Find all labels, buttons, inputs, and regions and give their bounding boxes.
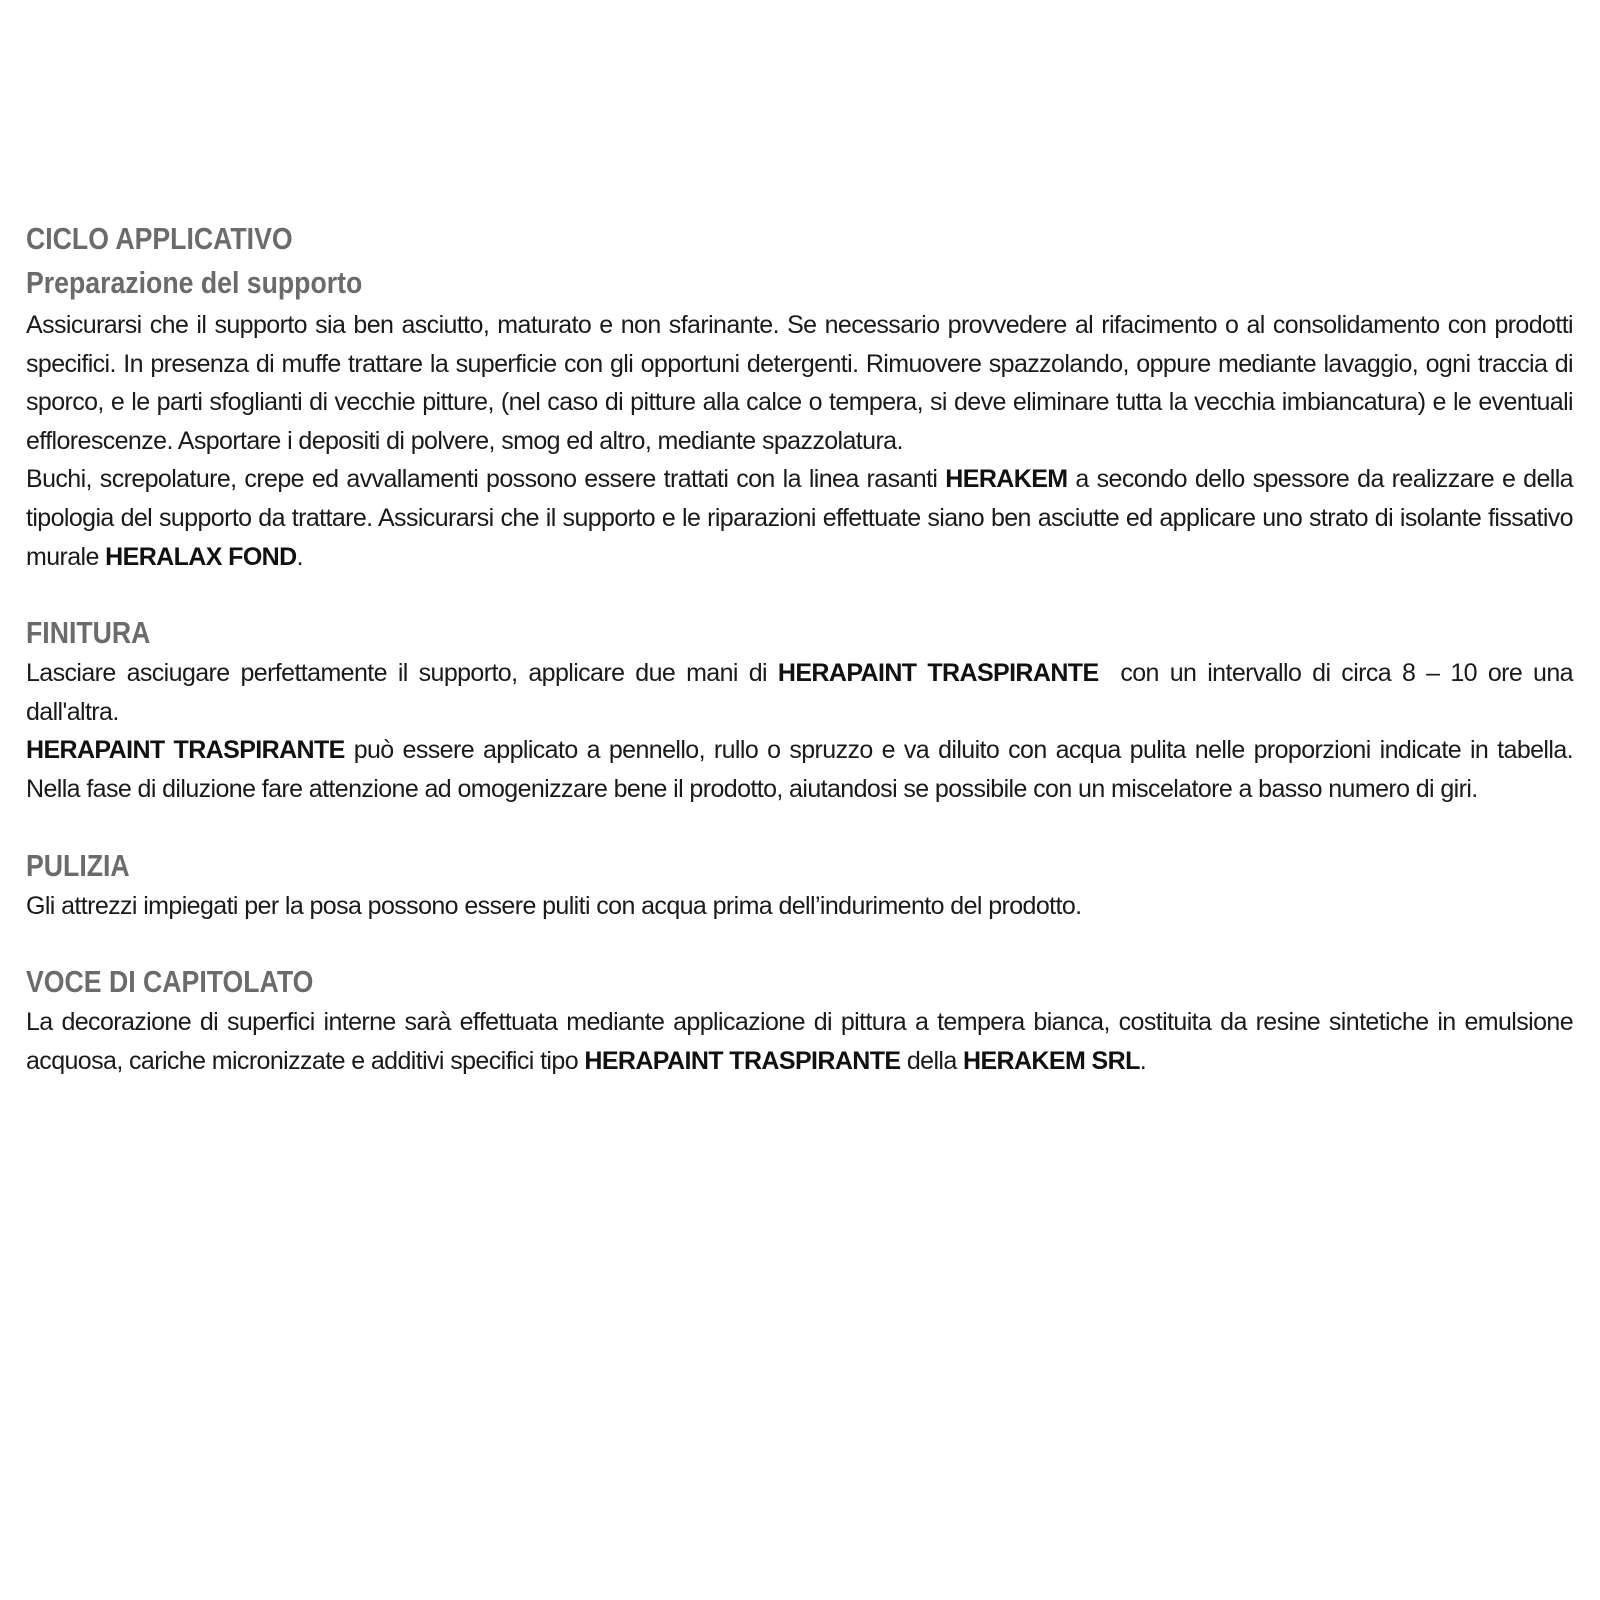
section-title: PULIZIA	[26, 847, 130, 883]
paragraph-text: Lasciare asciugare perfettamente il supporto, applicare due mani di	[26, 659, 778, 688]
paragraph-text: .	[1139, 1046, 1147, 1075]
product-name: HERAKEM	[945, 465, 1068, 494]
product-name: HERAPAINT TRASPIRANTE	[584, 1046, 901, 1075]
paragraph	[26, 887, 1573, 926]
spacer	[26, 925, 1573, 961]
product-name: HERAPAINT TRASPIRANTE	[26, 736, 345, 765]
paragraph-text: con un intervallo di circa 8 – 10 ore una dall'altra.	[26, 659, 1580, 726]
section-title: CICLO APPLICATIVO	[26, 221, 293, 256]
paragraph-text: Buchi, screpolature, crepe ed avvallamenti possono essere trattati con la linea rasanti	[26, 465, 946, 494]
paragraph	[26, 306, 1573, 460]
paragraph-text: Gli attrezzi impiegati per la posa possono essere puliti con acqua prima dell’indurimento del prodotto.	[26, 891, 1082, 920]
section-finitura	[26, 612, 1580, 808]
product-name: HERAPAINT TRASPIRANTE	[777, 659, 1099, 688]
paragraph-text: .	[296, 542, 303, 571]
paragraph-text: La decorazione di superfici interne sarà effettuata mediante applicazione di pittura a tempera bianca, costituita da resine sintetiche in emulsione acquosa, cariche micronizzate e additivi specifici tipo	[26, 1008, 1573, 1075]
section-title: VOCE DI CAPITOLATO	[26, 964, 314, 1000]
paragraph	[26, 460, 1573, 576]
section-pulizia	[26, 845, 1573, 926]
paragraph-text: può essere applicato a pennello, rullo o spruzzo e va diluito con acqua pulita nelle proporzioni indicate in tabella. Nella fase di diluzione fare attenzione ad omogenizzare bene il prodotto, aiutandosi se possibile con un miscelatore a basso numero di giri.	[26, 736, 1573, 803]
section-title: FINITURA	[26, 615, 151, 651]
paragraph	[26, 731, 1573, 808]
section-subtitle: Preparazione del supporto	[26, 265, 363, 300]
spacer	[26, 576, 1573, 612]
section-voce-di-capitolato	[26, 961, 1573, 1080]
document-page	[26, 218, 1580, 1080]
spacer	[26, 809, 1573, 845]
section-ciclo-applicativo	[26, 218, 1573, 576]
paragraph	[26, 654, 1580, 731]
paragraph-text: Assicurarsi che il supporto sia ben asciutto, maturato e non sfarinante. Se necessario provvedere al rifacimento o al consolidamento con prodotti specifici. In presenza di muffe trattare la superficie con gli opportuni detergenti. Rimuovere spazzolando, oppure mediante lavaggio, ogni traccia di sporco, e le parti sfoglianti di vecchie pitture, (nel caso di pitture alla calce o tempera, si deve eliminare tutta la vecchia imbiancatura) e le eventuali efflorescenze. Asportare i depositi di polvere, smog ed altro, mediante spazzolatura.	[26, 311, 1573, 455]
paragraph	[26, 1003, 1573, 1080]
company-name: HERAKEM SRL	[963, 1046, 1140, 1075]
paragraph-text: a secondo dello spessore da realizzare e della tipologia del supporto da trattare. Assicurarsi che il supporto e le riparazioni effettuate siano ben asciutte ed applicare uno strato di isolante fissativo murale	[26, 465, 1573, 571]
product-name: HERALAX FOND	[105, 542, 297, 571]
paragraph-text: della	[900, 1046, 963, 1075]
